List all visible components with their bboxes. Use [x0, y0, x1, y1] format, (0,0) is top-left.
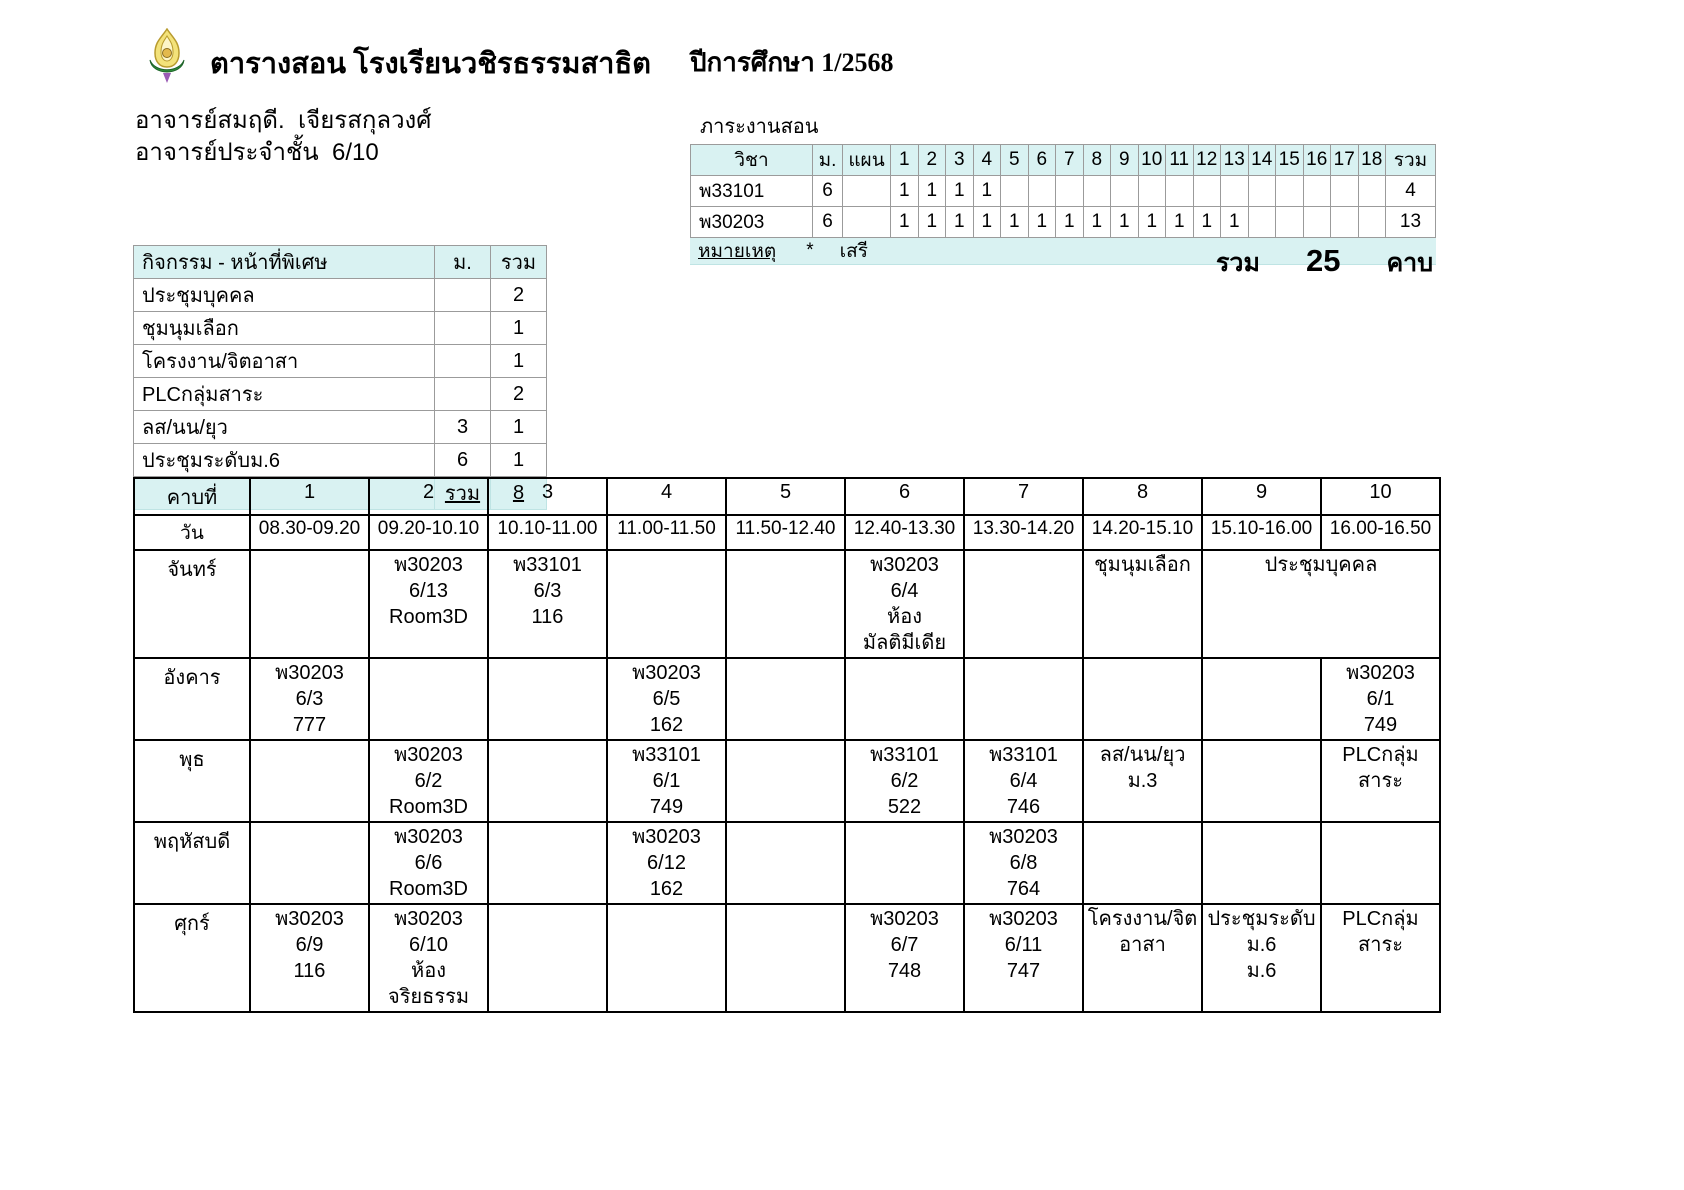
- workload-class-count: [1248, 176, 1276, 207]
- workload-column-header: แผน: [843, 145, 891, 176]
- schedule-cell: [607, 740, 726, 822]
- schedule-cell-line: พ30203: [989, 826, 1058, 848]
- workload-column-header: 8: [1083, 145, 1111, 176]
- activity-level: 6: [435, 444, 491, 477]
- workload-column-header: 9: [1111, 145, 1139, 176]
- schedule-table: [133, 477, 1441, 1013]
- schedule-cell-line: ชุมนุมเลือก: [1094, 554, 1191, 576]
- schedule-cell: [250, 822, 369, 904]
- schedule-cell-line: 777: [292, 714, 327, 736]
- workload-level: 6: [813, 176, 843, 207]
- schedule-cell-line: ห้องจริยธรรม: [387, 960, 470, 1008]
- schedule-cell: [845, 822, 964, 904]
- schedule-cell-line: Room3D: [389, 606, 468, 628]
- workload-table: [690, 144, 1436, 238]
- schedule-cell-line: พ30203: [394, 908, 463, 930]
- corner-period-label: คาบที่: [134, 478, 250, 515]
- workload-class-count: 1: [973, 207, 1001, 238]
- schedule-cell: [1202, 904, 1321, 1012]
- workload-class-count: 1: [973, 176, 1001, 207]
- workload-class-count: [1276, 207, 1304, 238]
- period-number: 4: [607, 478, 726, 515]
- schedule-cell: [369, 822, 488, 904]
- school-crest-icon: [142, 28, 192, 84]
- note-label: หมายเหตุ: [698, 241, 777, 262]
- schedule-cell-line: PLCกลุ่มสาระ: [1342, 908, 1419, 956]
- workload-class-count: [1083, 176, 1111, 207]
- workload-class-count: [1221, 176, 1249, 207]
- schedule-cell-line: 522: [887, 796, 922, 818]
- activities-footer-label: รวม: [435, 477, 491, 510]
- period-time: 11.50-12.40: [726, 515, 845, 550]
- schedule-cell-line: PLCกลุ่มสาระ: [1342, 744, 1419, 792]
- schedule-cell-line: 6/3: [533, 580, 562, 602]
- period-number: 7: [964, 478, 1083, 515]
- period-time: 10.10-11.00: [488, 515, 607, 550]
- schedule-cell-line: ประชุมบุคคล: [1264, 554, 1378, 576]
- schedule-cell: [250, 740, 369, 822]
- teacher-name: อาจารย์สมฤดี. เจียรสกุลวงศ์: [135, 107, 432, 134]
- workload-class-count: [1276, 176, 1304, 207]
- workload-column-header: 11: [1166, 145, 1194, 176]
- workload-class-count: [1166, 176, 1194, 207]
- schedule-cell-line: 116: [293, 960, 326, 982]
- schedule-cell-line: อาสา: [1119, 934, 1166, 956]
- workload-column-header: รวม: [1386, 145, 1436, 176]
- activity-name: ชุมนุมเลือก: [134, 312, 435, 345]
- period-number: 6: [845, 478, 964, 515]
- period-number: 5: [726, 478, 845, 515]
- schedule-cell-line: 6/4: [1009, 770, 1038, 792]
- workload-class-count: 1: [1193, 207, 1221, 238]
- note-asterisk: *: [806, 240, 814, 261]
- workload-class-count: 1: [918, 207, 946, 238]
- workload-class-count: [1056, 176, 1084, 207]
- workload-class-count: 1: [1001, 207, 1029, 238]
- workload-class-count: [1358, 207, 1386, 238]
- period-time: 14.20-15.10: [1083, 515, 1202, 550]
- schedule-cell: [369, 904, 488, 1012]
- activity-total: 1: [491, 345, 547, 378]
- schedule-cell: [488, 550, 607, 658]
- total-unit: คาบ: [1386, 249, 1434, 277]
- workload-column-header: 14: [1248, 145, 1276, 176]
- schedule-cell-line: ม.6: [1246, 960, 1277, 982]
- schedule-cell: [726, 822, 845, 904]
- schedule-cell: [1321, 822, 1440, 904]
- workload-column-header: 1: [891, 145, 919, 176]
- activity-total: 2: [491, 279, 547, 312]
- note-text: เสรี: [839, 241, 868, 262]
- academic-year: ปีการศึกษา 1/2568: [690, 48, 894, 77]
- schedule-cell-line: 747: [1006, 960, 1041, 982]
- activity-level: [435, 279, 491, 312]
- period-number: 3: [488, 478, 607, 515]
- workload-class-count: 1: [918, 176, 946, 207]
- activities-column-header: ม.: [435, 246, 491, 279]
- workload-class-count: [1028, 176, 1056, 207]
- schedule-cell-line: ม.3: [1127, 770, 1158, 792]
- schedule-cell: [1083, 658, 1202, 740]
- workload-class-count: 1: [891, 207, 919, 238]
- schedule-cell: [964, 658, 1083, 740]
- workload-class-count: [1358, 176, 1386, 207]
- day-name: พฤหัสบดี: [134, 822, 250, 904]
- schedule-cell-line: พ30203: [394, 826, 463, 848]
- activity-level: [435, 378, 491, 411]
- period-number: 9: [1202, 478, 1321, 515]
- schedule-cell: [488, 904, 607, 1012]
- schedule-cell: [488, 740, 607, 822]
- workload-column-header: 12: [1193, 145, 1221, 176]
- schedule-cell: [845, 550, 964, 658]
- schedule-cell: [964, 904, 1083, 1012]
- period-number: 2: [369, 478, 488, 515]
- period-time: 08.30-09.20: [250, 515, 369, 550]
- schedule-cell-line: 748: [887, 960, 922, 982]
- activities-column-header: รวม: [491, 246, 547, 279]
- workload-class-count: [1331, 207, 1359, 238]
- schedule-cell-line: พ30203: [394, 554, 463, 576]
- workload-class-count: 1: [1166, 207, 1194, 238]
- workload-column-header: 4: [973, 145, 1001, 176]
- day-name: จันทร์: [134, 550, 250, 658]
- activity-name: ลส/นน/ยุว: [134, 411, 435, 444]
- workload-row-total: 4: [1386, 176, 1436, 207]
- schedule-cell: [250, 550, 369, 658]
- workload-column-header: 5: [1001, 145, 1029, 176]
- schedule-cell-line: พ30203: [870, 554, 939, 576]
- teacher-homeroom-class: อาจารย์ประจำชั้น 6/10: [135, 139, 379, 166]
- workload-level: 6: [813, 207, 843, 238]
- schedule-cell-line: พ30203: [275, 908, 344, 930]
- workload-class-count: 1: [1111, 207, 1139, 238]
- schedule-cell: [250, 658, 369, 740]
- schedule-cell: [726, 658, 845, 740]
- schedule-cell-line: ห้องมัลติมีเดีย: [862, 606, 947, 654]
- period-time: 16.00-16.50: [1321, 515, 1440, 550]
- workload-class-count: [1138, 176, 1166, 207]
- schedule-cell-line: พ30203: [1346, 662, 1415, 684]
- schedule-cell: [1321, 740, 1440, 822]
- workload-class-count: 1: [1056, 207, 1084, 238]
- day-name: พุธ: [134, 740, 250, 822]
- activities-section: [133, 245, 547, 510]
- schedule-cell: [726, 904, 845, 1012]
- schedule-cell: [964, 550, 1083, 658]
- schedule-cell: [607, 904, 726, 1012]
- activity-name: ประชุมบุคคล: [134, 279, 435, 312]
- activity-total: 2: [491, 378, 547, 411]
- schedule-cell-line: พ33101: [513, 554, 582, 576]
- workload-column-header: 16: [1303, 145, 1331, 176]
- schedule-cell: [726, 550, 845, 658]
- workload-class-count: 1: [1138, 207, 1166, 238]
- workload-column-header: 7: [1056, 145, 1084, 176]
- schedule-cell: [1083, 550, 1202, 658]
- schedule-cell: [845, 904, 964, 1012]
- schedule-cell-line: 6/9: [295, 934, 324, 956]
- schedule-cell-line: 6/10: [409, 934, 448, 956]
- schedule-cell: [1202, 550, 1440, 658]
- schedule-cell-line: 6/2: [414, 770, 443, 792]
- schedule-cell-line: 749: [1363, 714, 1398, 736]
- schedule-cell-line: 6/5: [652, 688, 681, 710]
- schedule-cell: [607, 822, 726, 904]
- workload-title: ภาระงานสอน: [700, 116, 819, 138]
- schedule-cell: [488, 658, 607, 740]
- schedule-cell: [1321, 904, 1440, 1012]
- corner-day-label: วัน: [134, 515, 250, 550]
- schedule-cell: [1321, 658, 1440, 740]
- workload-column-header: 2: [918, 145, 946, 176]
- schedule-cell-line: 116: [531, 606, 564, 628]
- schedule-cell-line: 162: [649, 878, 684, 900]
- schedule-cell: [369, 658, 488, 740]
- schedule-cell-line: 6/7: [890, 934, 919, 956]
- workload-class-count: [1193, 176, 1221, 207]
- workload-column-header: 15: [1276, 145, 1304, 176]
- schedule-cell: [250, 904, 369, 1012]
- workload-class-count: 1: [946, 207, 974, 238]
- workload-row-total: 13: [1386, 207, 1436, 238]
- schedule-cell: [1083, 822, 1202, 904]
- schedule-section: [133, 477, 1441, 1013]
- activity-level: [435, 312, 491, 345]
- activity-total: 1: [491, 444, 547, 477]
- period-time: 13.30-14.20: [964, 515, 1083, 550]
- schedule-cell-line: 6/4: [890, 580, 919, 602]
- workload-column-header: 3: [946, 145, 974, 176]
- activities-table: [133, 245, 547, 510]
- schedule-cell-line: Room3D: [389, 796, 468, 818]
- activities-footer-value: 8: [491, 477, 547, 510]
- total-label: รวม: [1216, 249, 1260, 277]
- schedule-cell-line: 162: [649, 714, 684, 736]
- workload-class-count: [1248, 207, 1276, 238]
- schedule-cell-line: พ30203: [989, 908, 1058, 930]
- activity-level: [435, 345, 491, 378]
- workload-class-count: [1303, 176, 1331, 207]
- workload-class-count: [1111, 176, 1139, 207]
- schedule-cell-line: 6/2: [890, 770, 919, 792]
- period-time: 15.10-16.00: [1202, 515, 1321, 550]
- activities-column-header: กิจกรรม - หน้าที่พิเศษ: [134, 246, 435, 279]
- total-value: 25: [1305, 243, 1341, 278]
- schedule-cell: [1083, 904, 1202, 1012]
- period-time: 12.40-13.30: [845, 515, 964, 550]
- schedule-cell: [488, 822, 607, 904]
- workload-class-count: 1: [891, 176, 919, 207]
- workload-column-header: 10: [1138, 145, 1166, 176]
- schedule-cell: [964, 740, 1083, 822]
- workload-subject-code: พ33101: [691, 176, 813, 207]
- workload-class-count: 1: [1028, 207, 1056, 238]
- day-name: ศุกร์: [134, 904, 250, 1012]
- period-number: 1: [250, 478, 369, 515]
- period-time: 09.20-10.10: [369, 515, 488, 550]
- schedule-cell: [964, 822, 1083, 904]
- workload-subject-code: พ30203: [691, 207, 813, 238]
- activity-name: PLCกลุ่มสาระ: [134, 378, 435, 411]
- schedule-cell: [607, 550, 726, 658]
- workload-class-count: 1: [946, 176, 974, 207]
- workload-column-header: 6: [1028, 145, 1056, 176]
- schedule-cell-line: พ30203: [275, 662, 344, 684]
- period-number: 10: [1321, 478, 1440, 515]
- schedule-cell-line: 746: [1006, 796, 1041, 818]
- period-time: 11.00-11.50: [607, 515, 726, 550]
- schedule-cell-line: พ30203: [632, 662, 701, 684]
- schedule-cell: [845, 658, 964, 740]
- workload-class-count: [1331, 176, 1359, 207]
- workload-class-count: 1: [1083, 207, 1111, 238]
- workload-column-header: 13: [1221, 145, 1249, 176]
- schedule-cell: [726, 740, 845, 822]
- activity-total: 1: [491, 411, 547, 444]
- workload-column-header: วิชา: [691, 145, 813, 176]
- schedule-cell-line: ประชุมระดับ: [1207, 908, 1316, 930]
- schedule-cell-line: พ33101: [632, 744, 701, 766]
- page-title: ตารางสอน โรงเรียนวชิรธรรมสาธิต: [210, 48, 651, 80]
- schedule-cell-line: 6/1: [1366, 688, 1395, 710]
- activity-name: โครงงาน/จิตอาสา: [134, 345, 435, 378]
- schedule-cell-line: 6/3: [295, 688, 324, 710]
- schedule-cell: [1202, 740, 1321, 822]
- workload-section: [690, 110, 1436, 265]
- schedule-cell: [1083, 740, 1202, 822]
- workload-column-header: 18: [1358, 145, 1386, 176]
- schedule-cell-line: พ33101: [870, 744, 939, 766]
- schedule-cell-line: 6/13: [409, 580, 448, 602]
- workload-class-count: [1303, 207, 1331, 238]
- schedule-cell-line: ลส/นน/ยุว: [1099, 744, 1186, 766]
- schedule-cell-line: พ30203: [870, 908, 939, 930]
- activity-total: 1: [491, 312, 547, 345]
- schedule-cell-line: Room3D: [389, 878, 468, 900]
- activity-name: ประชุมระดับม.6: [134, 444, 435, 477]
- schedule-cell: [369, 550, 488, 658]
- schedule-cell-line: 6/1: [652, 770, 681, 792]
- workload-plan: [843, 207, 891, 238]
- schedule-cell-line: 749: [649, 796, 684, 818]
- schedule-cell-line: 6/11: [1004, 934, 1043, 956]
- schedule-cell: [1202, 822, 1321, 904]
- schedule-cell-line: โครงงาน/จิต: [1087, 908, 1198, 930]
- period-number: 8: [1083, 478, 1202, 515]
- schedule-cell: [369, 740, 488, 822]
- day-name: อังคาร: [134, 658, 250, 740]
- schedule-cell-line: พ30203: [632, 826, 701, 848]
- schedule-cell-line: พ33101: [989, 744, 1058, 766]
- workload-column-header: ม.: [813, 145, 843, 176]
- workload-plan: [843, 176, 891, 207]
- total-periods-summary: [1216, 243, 1433, 283]
- schedule-cell-line: 764: [1006, 878, 1041, 900]
- schedule-cell-line: ม.6: [1246, 934, 1277, 956]
- schedule-cell: [607, 658, 726, 740]
- workload-column-header: 17: [1331, 145, 1359, 176]
- schedule-cell-line: 6/6: [414, 852, 443, 874]
- schedule-cell-line: 6/12: [647, 852, 686, 874]
- schedule-cell-line: พ30203: [394, 744, 463, 766]
- schedule-cell: [1202, 658, 1321, 740]
- schedule-cell-line: 6/8: [1009, 852, 1038, 874]
- workload-class-count: 1: [1221, 207, 1249, 238]
- activity-level: 3: [435, 411, 491, 444]
- workload-class-count: [1001, 176, 1029, 207]
- schedule-cell: [845, 740, 964, 822]
